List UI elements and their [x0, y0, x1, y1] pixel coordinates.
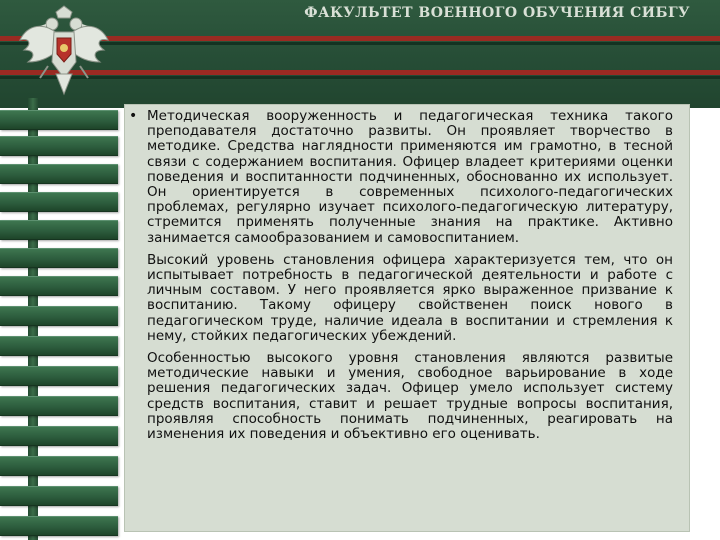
paragraph-2	[147, 253, 673, 344]
sidebar-bar	[0, 366, 118, 386]
sidebar-bar	[0, 136, 118, 156]
sidebar-bar	[0, 336, 118, 356]
faculty-title: ФАКУЛЬТЕТ ВОЕННОГО ОБУЧЕНИЯ СИБГУ	[304, 5, 690, 21]
sidebar-bar	[0, 192, 118, 212]
sidebar-bar	[0, 220, 118, 240]
paragraph-3	[147, 351, 673, 442]
sidebar-bar	[0, 486, 118, 506]
bullet-mark: •	[129, 108, 138, 124]
sidebar-bar	[0, 110, 118, 130]
double-headed-eagle-emblem-icon	[14, 4, 114, 104]
paragraph-text: Особенностью высокого уровня становления являются развитые методические навыки и умения, свободное варьирование в ходе решения педагогических задач. Офицер умело использует систему средств воспитания, ставит и решает трудные вопросы воспитания, проявляя способность понимать подчиненных, реагировать на изменения их поведения и объективно его оценивать.	[147, 350, 673, 443]
paragraph-1	[129, 108, 673, 246]
paragraph-text: Высокий уровень становления офицера характеризуется тем, что он испытывает потребность в педагогической деятельности и работе с личным составом. У него проявляется ярко выраженное призвание к воспитанию. Такому офицеру свойственен поиск нового в педагогическом труде, наличие идеала в воспитании и стремления к нему, стойких педагогических убеждений.	[147, 251, 673, 344]
sidebar-bar	[0, 456, 118, 476]
header-banner	[0, 0, 720, 108]
paragraph-text: Методическая вооруженность и педагогическая техника такого преподавателя достаточно развиты. Он проявляет творчество в методике. Средства наглядности применяются им грамотно, в тесной связи с содержанием воспитания. Офицер владеет критериями оценки поведения и воспитанности подчиненных, обоснованно их использует. Он ориентируется в современных психолого-педагогических проблемах, регулярно изучает психолого-педагогическую литературу, стремится применять полученные знания на практике. Активно занимается самообразованием и самовоспитанием.	[147, 108, 673, 246]
sidebar-bar	[0, 306, 118, 326]
sidebar-bar	[0, 426, 118, 446]
content-text	[129, 108, 673, 449]
sidebar-bar	[0, 276, 118, 296]
sidebar-bar	[0, 516, 118, 536]
sidebar-bar	[0, 164, 118, 184]
sidebar-bar	[0, 396, 118, 416]
content-panel	[124, 104, 690, 532]
sidebar-bar	[0, 248, 118, 268]
